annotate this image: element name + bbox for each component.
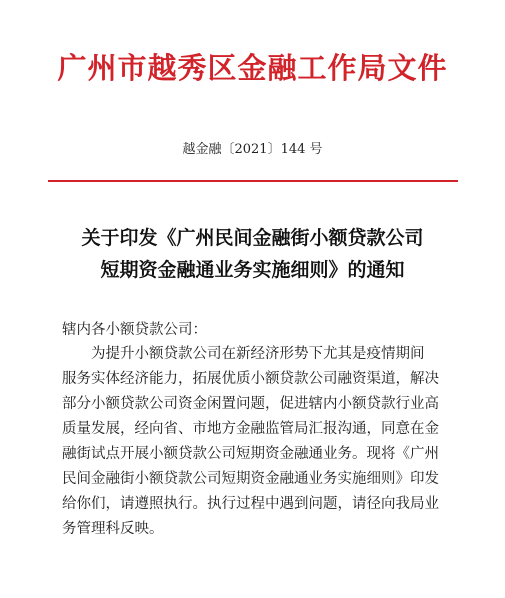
issuer-header-title: 广州市越秀区金融工作局文件 — [57, 51, 448, 85]
body-line: 给你们，请遵照执行。执行过程中遇到问题，请径向我局业 — [62, 496, 439, 512]
notice-title-line-1: 关于印发《广州民间金融街小额贷款公司 — [81, 227, 424, 249]
body-paragraph — [62, 342, 450, 542]
body-line: 务管理科反映。 — [62, 521, 164, 537]
notice-title — [0, 222, 505, 286]
body-line: 服务实体经济能力，拓展优质小额贷款公司融资渠道，解决 — [62, 371, 439, 387]
body-line: 为提升小额贷款公司在新经济形势下尤其是疫情期间 — [91, 346, 425, 362]
recipient-salutation: 辖内各小额贷款公司： — [62, 322, 207, 338]
body-line: 融街试点开展小额贷款公司短期资金融通业务。现将《广州 — [62, 446, 439, 462]
notice-title-line-2: 短期资金融通业务实施细则》的通知 — [100, 259, 405, 281]
body-line: 质量发展，经向省、市地方金融监管局汇报沟通，同意在金 — [62, 421, 439, 437]
body-line: 民间金融街小额贷款公司短期资金融通业务实施细则》印发 — [62, 471, 439, 487]
red-separator-line — [48, 180, 458, 182]
document-number: 越金融〔2021〕144 号 — [182, 142, 323, 157]
body-line: 部分小额贷款公司资金闲置问题，促进辖内小额贷款行业高 — [62, 396, 439, 412]
